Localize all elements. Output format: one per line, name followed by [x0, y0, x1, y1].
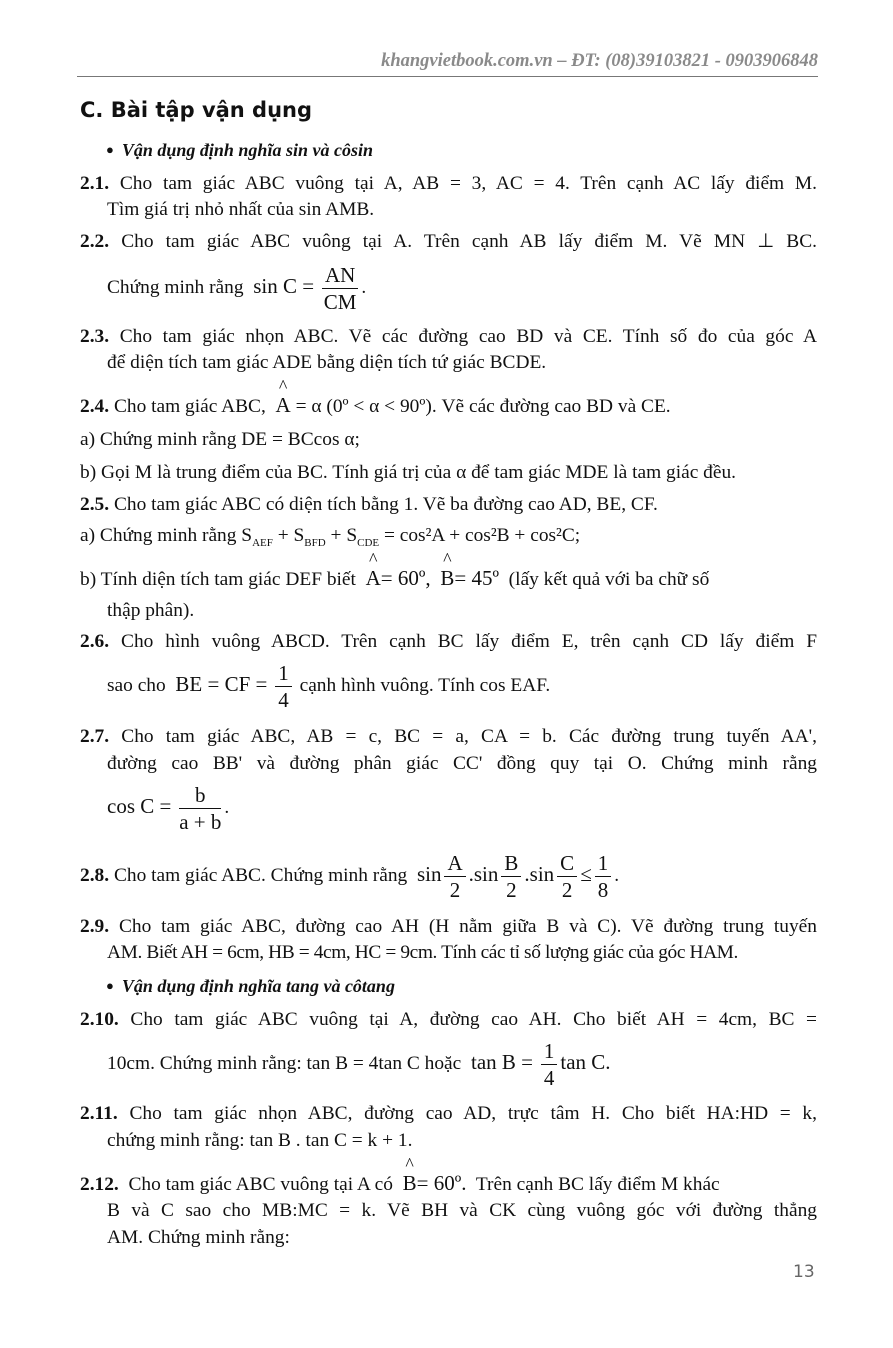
angle-a-hat: ^ A — [365, 549, 381, 590]
exercise-2-3-line-2: để diện tích tam giác ADE bằng diện tích tứ giác BCDE. — [107, 352, 547, 373]
exercise-2-5-part-b-cont: thập phân). — [107, 600, 195, 621]
exercise-2-4-part-b: b) Gọi M là trung điểm của BC. Tính giá trị của α để tam giác MDE là tam giác đều. — [80, 462, 736, 483]
exercise-2-8-line: 2.8. Cho tam giác ABC. Chứng minh rằng sin $\frac{A}{2}$ .sin $\frac{B}{2}$ .sin $\frac{C}{2}$ ≤ $\frac{1}{8}$ . — [80, 851, 620, 902]
exercise-2-11-line-1: 2.11. Cho tam giác nhọn ABC, đường cao AD, trực tâm H. Cho biết HA:HD = k, — [80, 1103, 817, 1124]
exercise-2-5-line-1: 2.5. Cho tam giác ABC có diện tích bằng 1. Vẽ ba đường cao AD, BE, CF. — [80, 494, 658, 515]
exercise-2-4-line-1: 2.4. Cho tam giác ABC, ^ A = α (0º < α < 90º). Vẽ các đường cao BD và CE. — [80, 376, 671, 417]
exercise-2-10-formula: 10cm. Chứng minh rằng: tan B = 4tan C hoặc tan B = $\frac{1}{4}$ tan C. — [107, 1039, 611, 1090]
exercise-2-5-part-b: b) Tính diện tích tam giác DEF biết ^ A= 60º, ^ B= 45º (lấy kết quả với ba chữ số — [80, 549, 710, 590]
angle-b-hat: ^ B — [402, 1154, 417, 1195]
fraction: $\frac{1}{4}$ — [275, 660, 292, 713]
exercise-2-1-line-1: 2.1. Cho tam giác ABC vuông tại A, AB = 3, AC = 4. Trên cạnh AC lấy điểm M. — [80, 173, 817, 194]
page-header: khangvietbook.com.vn – ĐT: (08)39103821 - 0903906848 — [77, 48, 818, 77]
angle-b-hat: ^ B — [440, 549, 455, 590]
bullet-icon: ● — [106, 142, 114, 157]
fraction: $\frac{B}{2}$ — [501, 850, 521, 903]
exercise-2-1-line-2: Tìm giá trị nhỏ nhất của sin AMB. — [107, 199, 375, 220]
fraction: $\frac{C}{2}$ — [557, 850, 577, 903]
exercise-2-7-line-2: đường cao BB' và đường phân giác CC' đồng quy tại O. Chứng minh rằng — [107, 753, 817, 774]
exercise-2-4-part-a: a) Chứng minh rằng DE = BCcos α; — [80, 429, 360, 450]
fraction: $\frac{A}{2}$ — [444, 850, 465, 903]
exercise-2-12-line-2: B và C sao cho MB:MC = k. Vẽ BH và CK cùng vuông góc với đường thẳng — [107, 1200, 817, 1221]
exercise-2-9-line-1: 2.9. Cho tam giác ABC, đường cao AH (H nằm giữa B và C). Vẽ đường trung tuyến — [80, 916, 817, 937]
exercise-2-2-formula: Chứng minh rằng sin C = $\frac{AN}{CM}$ . — [107, 263, 367, 314]
exercise-2-6-formula: sao cho BE = CF = $\frac{1}{4}$ cạnh hình vuông. Tính cos EAF. — [107, 661, 551, 712]
fraction: $\frac{AN}{CM}$ — [323, 263, 357, 314]
fraction: $\frac{1}{8}$ — [595, 850, 612, 903]
exercise-2-12-line-3: AM. Chứng minh rằng: — [107, 1227, 290, 1248]
exercise-2-9-line-2: AM. Biết AH = 6cm, HB = 4cm, HC = 9cm. Tính các tỉ số lượng giác của góc HAM. — [107, 942, 738, 963]
fraction: $\frac{1}{4}$ — [541, 1038, 558, 1091]
fraction: $\frac{b}{a + b}$ — [179, 783, 222, 834]
exercise-2-12-line-1: 2.12. Cho tam giác ABC vuông tại A có ^ B= 60º. Trên cạnh BC lấy điểm M khác — [80, 1154, 720, 1195]
angle-a-hat: ^ A — [275, 376, 291, 417]
exercise-2-6-line-1: 2.6. Cho hình vuông ABCD. Trên cạnh BC lấy điểm E, trên cạnh CD lấy điểm F — [80, 631, 817, 652]
exercise-2-5-part-a: a) Chứng minh rằng $S_{AEF} + S_{BFD} + S_{CDE} = \cos^2A + \cos^2B + \cos^2C$; — [80, 525, 581, 549]
exercise-2-11-line-2: chứng minh rằng: tan B . tan C = k + 1. — [107, 1130, 413, 1151]
subsection-heading: ● Vận dụng định nghĩa tang và côtang — [106, 976, 395, 996]
exercise-2-7-line-1: 2.7. Cho tam giác ABC, AB = c, BC = a, CA = b. Các đường trung tuyến AA', — [80, 726, 817, 747]
page-number: 13 — [793, 1262, 815, 1282]
exercise-2-3-line-1: 2.3. Cho tam giác nhọn ABC. Vẽ các đường cao BD và CE. Tính số đo của góc A — [80, 326, 817, 347]
subsection-heading: ● Vận dụng định nghĩa sin và côsin — [106, 140, 373, 160]
bullet-icon: ● — [106, 978, 114, 993]
exercise-2-2-line-1: 2.2. Cho tam giác ABC vuông tại A. Trên cạnh AB lấy điểm M. Vẽ MN ⊥ BC. — [80, 231, 817, 252]
exercise-2-10-line-1: 2.10. Cho tam giác ABC vuông tại A, đường cao AH. Cho biết AH = 4cm, BC = — [80, 1009, 817, 1030]
section-title: C. Bài tập vận dụng — [80, 98, 313, 122]
exercise-2-7-formula: cos C = $\frac{b}{a + b}$ . — [107, 783, 230, 834]
